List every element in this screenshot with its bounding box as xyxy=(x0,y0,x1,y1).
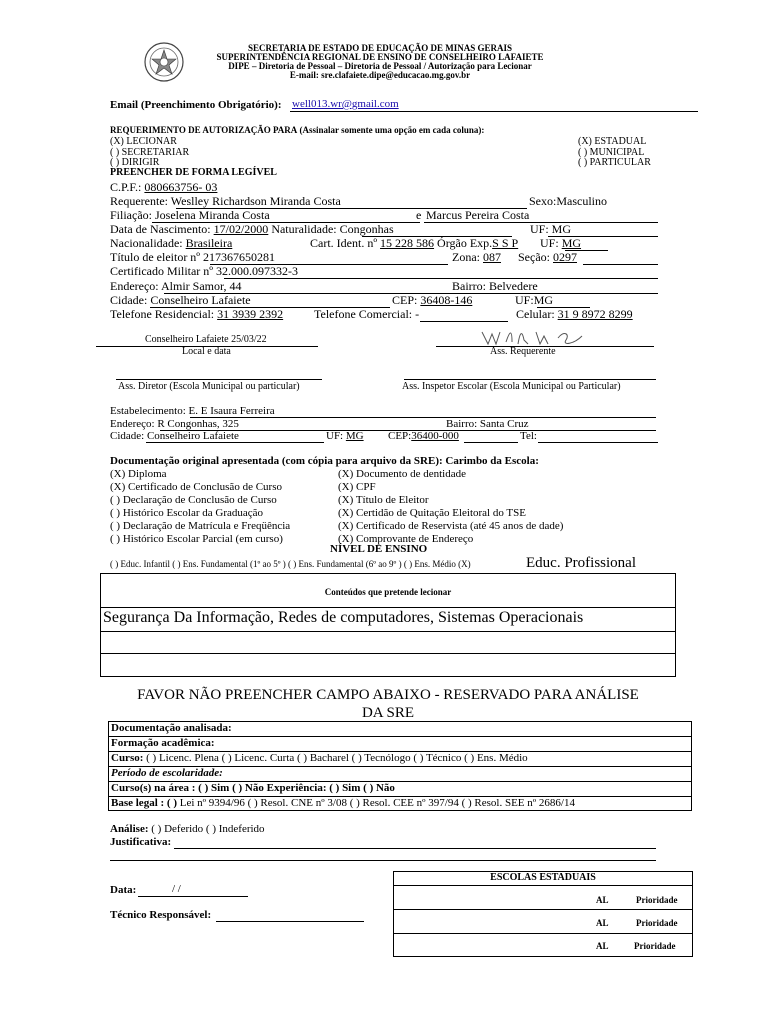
header-line-2: SUPERINTENDÊNCIA REGIONAL DE ENSINO DE CONSELHEIRO LAFAIETE xyxy=(216,52,544,62)
cart-ident-value[interactable]: 15 228 586 xyxy=(380,236,435,250)
nivel-options[interactable]: ( ) Educ. Infantil ( ) Ens. Fundamental (1º ao 5º ) ( ) Ens. Fundamental (6º ao 9º ) ( ) Ens. Médio (X) xyxy=(110,559,471,569)
cidade-value[interactable]: Conselheiro Lafaiete xyxy=(150,293,251,307)
zona-row: Zona: 087 xyxy=(452,250,501,264)
cep-value[interactable]: 36408-146 xyxy=(420,293,473,307)
celular-value[interactable]: 31 9 8972 8299 xyxy=(557,307,633,321)
orgao-value[interactable]: S S P xyxy=(492,236,519,250)
doc-identidade[interactable]: (X) Documento de dentidade xyxy=(338,468,466,480)
secao-value[interactable]: 0297 xyxy=(553,250,577,264)
doc-historico-graduacao[interactable]: ( ) Histórico Escolar da Graduação xyxy=(110,507,264,519)
escola-prioridade-3: Prioridade xyxy=(634,941,676,951)
nacionalidade-value[interactable]: Brasileira xyxy=(185,236,233,250)
formacao-label: Formação acadêmica: xyxy=(111,737,215,749)
option-estadual[interactable]: (X) ESTADUAL xyxy=(578,136,647,147)
analise-options[interactable]: ( ) Deferido ( ) Indeferido xyxy=(151,823,265,835)
conteudos-row-1[interactable] xyxy=(101,608,675,632)
curso-area-row[interactable]: Curso(s) na área : ( ) Sim ( ) Não Experiência: ( ) Sim ( ) Não xyxy=(111,782,395,794)
requerente-signature-label: Ass. Requerente xyxy=(490,346,556,357)
conteudos-value[interactable]: Segurança Da Informação, Redes de computadores, Sistemas Operacionais xyxy=(103,609,584,626)
escola-al-1: AL xyxy=(596,895,609,905)
documentacao-title: Documentação original apresentada (com cópia para arquivo da SRE): Carimbo da Escola: xyxy=(110,455,539,467)
conteudos-row-2[interactable] xyxy=(101,632,675,654)
escola-row-2[interactable] xyxy=(394,910,692,934)
estab-cep-row: CEP:36400-000 xyxy=(388,430,459,442)
bairro-value[interactable]: Belvedere xyxy=(489,279,538,293)
doc-titulo-eleitor[interactable]: (X) Título de Eleitor xyxy=(338,494,429,506)
requerimento-title: REQUERIMENTO DE AUTORIZAÇÃO PARA (Assinalar somente uma opção em cada coluna): xyxy=(110,125,485,135)
curso-options[interactable]: ( ) Licenc. Plena ( ) Licenc. Curta ( ) Bacharel ( ) Tecnólogo ( ) Técnico ( ) Ens. Médio xyxy=(146,752,528,764)
requerente-row: Requerente: Weslley Richardson Miranda Costa xyxy=(110,194,341,208)
email-value[interactable]: well013.wr@gmail.com xyxy=(292,98,399,110)
base-legal-row: Base legal : ( ) Lei nº 9394/96 ( ) Resol. CNE nº 3/08 ( ) Resol. CEE nº 397/94 ( ) Resol. SEE nº 2686/14 xyxy=(111,797,575,809)
escola-prioridade-1: Prioridade xyxy=(636,895,678,905)
uf-ci-row: UF: MG xyxy=(540,236,582,250)
nivel-title: NÍVEL DE ENSINO xyxy=(330,543,428,555)
periodo-label: Período de escolaridade: xyxy=(111,767,223,779)
local-data-value[interactable]: Conselheiro Lafaiete 25/03/22 xyxy=(145,334,267,345)
cart-ident-row: Cart. Ident. nº 15 228 586 Órgão Exp.S S P xyxy=(310,236,519,250)
curso-row: Curso: ( ) Licenc. Plena ( ) Licenc. Curta ( ) Bacharel ( ) Tecnólogo ( ) Técnico ( ) Ens. Médio xyxy=(111,752,528,764)
conteudos-table xyxy=(100,573,676,677)
escolas-header: ESCOLAS ESTADUAIS xyxy=(490,872,596,883)
data-separators[interactable]: / / xyxy=(172,883,181,895)
estab-endereco-row: Endereço: R Congonhas, 325 xyxy=(110,418,239,430)
estabelecimento-value[interactable]: E. E Isaura Ferreira xyxy=(188,405,275,417)
data-label: Data: xyxy=(110,884,137,896)
doc-analisada-label: Documentação analisada: xyxy=(111,722,232,734)
reservado-title-2: DA SRE xyxy=(361,705,415,721)
inspetor-signature-label: Ass. Inspetor Escolar (Escola Municipal ou Particular) xyxy=(402,381,621,392)
option-lecionar[interactable]: (X) LECIONAR xyxy=(110,136,177,147)
header-line-1: SECRETARIA DE ESTADO DE EDUCAÇÃO DE MINAS GERAIS xyxy=(248,43,512,53)
tel-com-value[interactable]: - xyxy=(415,307,420,321)
eleitor-row: Título de eleitor nº 217367650281 xyxy=(110,250,276,264)
tel-com-row: Telefone Comercial: - xyxy=(314,307,420,321)
doc-reservista[interactable]: (X) Certificado de Reservista (até 45 anos de dade) xyxy=(338,520,564,532)
doc-declaracao-matricula[interactable]: ( ) Declaração de Matrícula e Freqüência xyxy=(110,520,291,532)
filiacao-row: Filiação: Joselena Miranda Costa xyxy=(110,208,270,222)
celular-row: Celular: 31 9 8972 8299 xyxy=(516,307,633,321)
doc-diploma[interactable]: (X) Diploma xyxy=(110,468,167,480)
nascimento-value[interactable]: 17/02/2000 xyxy=(213,222,269,236)
secao-row: Seção: 0297 xyxy=(518,250,577,264)
legivel-note: PREENCHER DE FORMA LEGÍVEL xyxy=(110,167,277,178)
estab-bairro-row: Bairro: Santa Cruz xyxy=(446,418,529,430)
pai-value[interactable]: Marcus Pereira Costa xyxy=(426,208,530,222)
cpf-row: C.P.F.: 080663756- 03 xyxy=(110,180,218,194)
option-particular[interactable]: ( ) PARTICULAR xyxy=(578,157,651,168)
doc-certificado-conclusao[interactable]: (X) Certificado de Conclusão de Curso xyxy=(110,481,282,493)
doc-comprovante-endereco[interactable]: (X) Comprovante de Endereço xyxy=(338,533,474,545)
doc-historico-parcial[interactable]: ( ) Histórico Escolar Parcial (em curso) xyxy=(110,533,283,545)
analise-row: Análise: ( ) Deferido ( ) Indeferido xyxy=(110,823,265,835)
estab-cidade-value[interactable]: Conselheiro Lafaiete xyxy=(146,430,239,442)
option-municipal[interactable]: ( ) MUNICIPAL xyxy=(578,147,645,158)
doc-quitacao-eleitoral[interactable]: (X) Certidão de Quitação Eleitoral do TSE xyxy=(338,507,526,519)
uf-endereco-value[interactable]: MG xyxy=(533,293,554,307)
filiacao-e: e xyxy=(416,208,422,222)
naturalidade-value[interactable]: Congonhas xyxy=(339,222,394,236)
conteudos-header: Conteúdos que pretende lecionar xyxy=(324,587,452,597)
uf-naturalidade[interactable]: UF: MG xyxy=(530,222,572,236)
nivel-selected[interactable]: Educ. Profissional xyxy=(526,555,636,571)
estab-cep-value[interactable]: 36400-000 xyxy=(411,430,459,442)
email-label: Email (Preenchimento Obrigatório): xyxy=(110,99,282,111)
bairro-row: Bairro: Belvedere xyxy=(452,279,538,293)
cidade-row: Cidade: Conselheiro Lafaiete xyxy=(110,293,251,307)
mae-value[interactable]: Joselena Miranda Costa xyxy=(155,208,270,222)
justificativa-label: Justificativa: xyxy=(110,836,172,848)
escola-row-3[interactable] xyxy=(394,934,692,956)
header-line-4: E-mail: sre.clafaiete.dipe@educacao.mg.gov.br xyxy=(289,70,471,80)
option-secretariar[interactable]: ( ) SECRETARIAR xyxy=(110,147,190,158)
nascimento-row: Data de Nascimento: 17/02/2000 Naturalidade: Congonhas xyxy=(110,222,394,236)
tel-res-row: Telefone Residencial: 31 3939 2392 xyxy=(110,307,284,321)
doc-declaracao-conclusao[interactable]: ( ) Declaração de Conclusão de Curso xyxy=(110,494,277,506)
state-seal-icon xyxy=(144,42,184,82)
estabelecimento-row: Estabelecimento: E. E Isaura Ferreira xyxy=(110,405,275,417)
escola-prioridade-2: Prioridade xyxy=(636,918,678,928)
option-dirigir[interactable]: ( ) DIRIGIR xyxy=(110,157,160,168)
cpf-value[interactable]: 080663756- 03 xyxy=(144,180,218,194)
endereco-value[interactable]: Almir Samor, 44 xyxy=(160,279,242,293)
cep-row: CEP: 36408-146 xyxy=(392,293,473,307)
escola-al-2: AL xyxy=(596,918,609,928)
estab-cidade-row: Cidade: Conselheiro Lafaiete xyxy=(110,430,239,442)
escola-al-3: AL xyxy=(596,941,609,951)
diretor-signature-label: Ass. Diretor (Escola Municipal ou particular) xyxy=(118,381,300,392)
tecnico-label: Técnico Responsável: xyxy=(110,909,212,921)
nacionalidade-row: Nacionalidade: Brasileira xyxy=(110,236,233,250)
escola-row-1[interactable] xyxy=(394,886,692,910)
estab-endereco-value[interactable]: R Congonhas, 325 xyxy=(157,418,239,430)
base-legal-options[interactable]: Lei nº 9394/96 ( ) Resol. CNE nº 3/08 ( ) Resol. CEE nº 397/94 ( ) Resol. SEE nº 2686/14 xyxy=(179,797,575,809)
tel-res-value[interactable]: 31 3939 2392 xyxy=(217,307,284,321)
uf-ci-value[interactable]: MG xyxy=(561,236,582,250)
militar-row: Certificado Militar nº 32.000.097332-3 xyxy=(110,264,299,278)
requerente-value[interactable]: Weslley Richardson Miranda Costa xyxy=(170,194,341,208)
escolas-estaduais-table xyxy=(393,871,693,957)
zona-value[interactable]: 087 xyxy=(483,250,501,264)
uf-endereco-row: UF:MG xyxy=(515,293,554,307)
militar-value[interactable]: 32.000.097332-3 xyxy=(216,264,299,278)
estab-bairro-value[interactable]: Santa Cruz xyxy=(479,418,529,430)
local-data-label: Local e data xyxy=(182,346,231,357)
sexo-value[interactable]: Sexo:Masculino xyxy=(529,194,607,208)
estab-uf-row: UF: MG xyxy=(326,430,364,442)
estab-tel-label: Tel: xyxy=(520,430,537,442)
reservado-title-1: FAVOR NÃO PREENCHER CAMPO ABAIXO - RESERVADO PARA ANÁLISE xyxy=(137,687,639,703)
eleitor-value[interactable]: 217367650281 xyxy=(203,250,276,264)
analise-table xyxy=(108,721,692,811)
endereco-row: Endereço: Almir Samor, 44 xyxy=(110,279,242,293)
header-line-3: DIPE – Diretoria de Pessoal – Diretoria de Pessoal / Autorização para Lecionar xyxy=(228,61,532,71)
doc-cpf[interactable]: (X) CPF xyxy=(338,481,376,493)
estab-uf-value[interactable]: MG xyxy=(345,430,364,442)
